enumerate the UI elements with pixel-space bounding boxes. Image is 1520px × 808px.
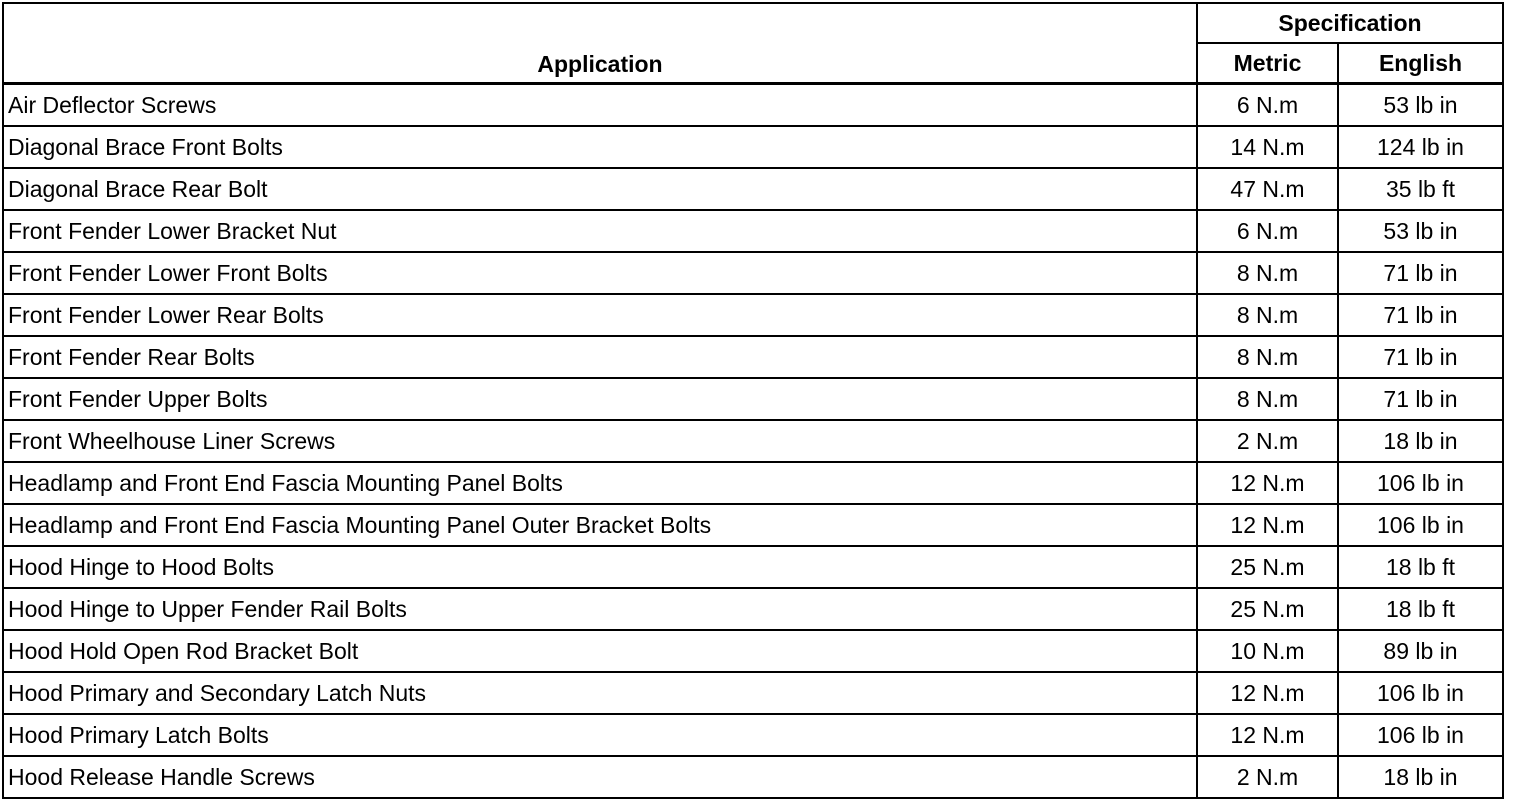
specification-column-header: Specification: [1197, 3, 1503, 43]
table-row: [3, 84, 1503, 127]
application-cell: Diagonal Brace Rear Bolt: [3, 168, 1197, 210]
english-value-cell: 106 lb in: [1338, 504, 1503, 546]
application-cell: Front Fender Rear Bolts: [3, 336, 1197, 378]
metric-value-cell: 2 N.m: [1197, 420, 1338, 462]
table-row: [3, 294, 1503, 336]
table-row: [3, 126, 1503, 168]
english-value-cell: 18 lb ft: [1338, 546, 1503, 588]
application-cell: Diagonal Brace Front Bolts: [3, 126, 1197, 168]
metric-value-cell: 47 N.m: [1197, 168, 1338, 210]
english-value-cell: 71 lb in: [1338, 252, 1503, 294]
table-row: [3, 546, 1503, 588]
table-body: [3, 84, 1503, 799]
table-row: [3, 252, 1503, 294]
table-row: [3, 462, 1503, 504]
metric-value-cell: 12 N.m: [1197, 672, 1338, 714]
application-cell: Front Fender Lower Rear Bolts: [3, 294, 1197, 336]
english-value-cell: 18 lb in: [1338, 756, 1503, 798]
table-row: [3, 588, 1503, 630]
table-row: [3, 630, 1503, 672]
application-cell: Front Fender Lower Front Bolts: [3, 252, 1197, 294]
application-cell: Hood Hinge to Hood Bolts: [3, 546, 1197, 588]
english-value-cell: 53 lb in: [1338, 210, 1503, 252]
torque-spec-table: [2, 2, 1504, 799]
english-value-cell: 106 lb in: [1338, 714, 1503, 756]
application-cell: Front Fender Lower Bracket Nut: [3, 210, 1197, 252]
application-cell: Hood Primary and Secondary Latch Nuts: [3, 672, 1197, 714]
english-value-cell: 53 lb in: [1338, 84, 1503, 127]
english-value-cell: 18 lb ft: [1338, 588, 1503, 630]
english-value-cell: 71 lb in: [1338, 294, 1503, 336]
metric-value-cell: 6 N.m: [1197, 84, 1338, 127]
application-cell: Front Wheelhouse Liner Screws: [3, 420, 1197, 462]
application-cell: Front Fender Upper Bolts: [3, 378, 1197, 420]
english-column-header: English: [1338, 43, 1503, 84]
metric-value-cell: 8 N.m: [1197, 378, 1338, 420]
english-value-cell: 71 lb in: [1338, 336, 1503, 378]
table-row: [3, 420, 1503, 462]
table-row: [3, 336, 1503, 378]
english-value-cell: 71 lb in: [1338, 378, 1503, 420]
application-cell: Hood Primary Latch Bolts: [3, 714, 1197, 756]
metric-value-cell: 2 N.m: [1197, 756, 1338, 798]
metric-value-cell: 25 N.m: [1197, 546, 1338, 588]
table-row: [3, 756, 1503, 798]
english-value-cell: 35 lb ft: [1338, 168, 1503, 210]
header-row-top: [3, 3, 1503, 43]
application-cell: Hood Hinge to Upper Fender Rail Bolts: [3, 588, 1197, 630]
table-row: [3, 672, 1503, 714]
application-cell: Headlamp and Front End Fascia Mounting Panel Bolts: [3, 462, 1197, 504]
metric-value-cell: 8 N.m: [1197, 294, 1338, 336]
metric-value-cell: 12 N.m: [1197, 714, 1338, 756]
metric-column-header: Metric: [1197, 43, 1338, 84]
application-cell: Headlamp and Front End Fascia Mounting Panel Outer Bracket Bolts: [3, 504, 1197, 546]
application-cell: Hood Release Handle Screws: [3, 756, 1197, 798]
metric-value-cell: 8 N.m: [1197, 336, 1338, 378]
metric-value-cell: 14 N.m: [1197, 126, 1338, 168]
english-value-cell: 18 lb in: [1338, 420, 1503, 462]
metric-value-cell: 25 N.m: [1197, 588, 1338, 630]
table-row: [3, 168, 1503, 210]
metric-value-cell: 12 N.m: [1197, 462, 1338, 504]
table-row: [3, 714, 1503, 756]
table-header: [3, 3, 1503, 84]
english-value-cell: 89 lb in: [1338, 630, 1503, 672]
application-cell: Hood Hold Open Rod Bracket Bolt: [3, 630, 1197, 672]
table-row: [3, 504, 1503, 546]
table-row: [3, 210, 1503, 252]
metric-value-cell: 6 N.m: [1197, 210, 1338, 252]
english-value-cell: 106 lb in: [1338, 672, 1503, 714]
table-row: [3, 378, 1503, 420]
metric-value-cell: 10 N.m: [1197, 630, 1338, 672]
application-column-header: Application: [3, 3, 1197, 84]
metric-value-cell: 12 N.m: [1197, 504, 1338, 546]
metric-value-cell: 8 N.m: [1197, 252, 1338, 294]
english-value-cell: 106 lb in: [1338, 462, 1503, 504]
english-value-cell: 124 lb in: [1338, 126, 1503, 168]
application-cell: Air Deflector Screws: [3, 84, 1197, 127]
